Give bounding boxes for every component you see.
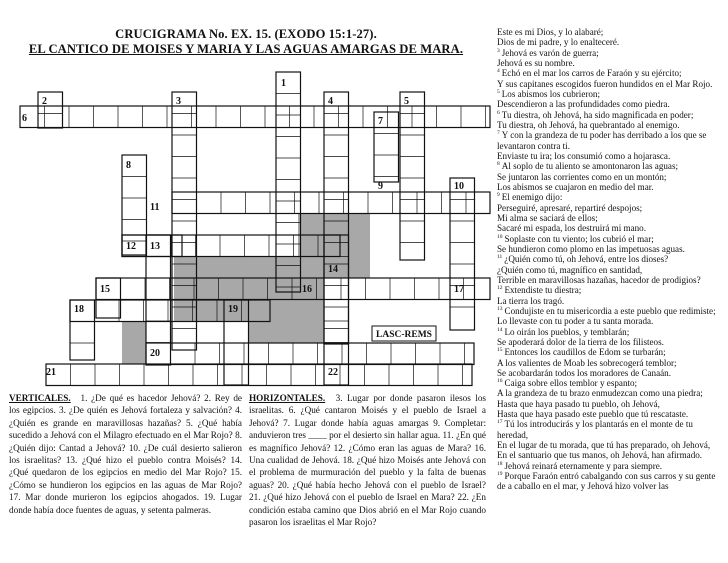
verse-number: 17 bbox=[497, 419, 503, 426]
verse-text: Se juntaron las corrientes como en un montón; bbox=[497, 171, 667, 182]
clue-number: 9 bbox=[378, 181, 383, 192]
clue-number: 14 bbox=[328, 264, 338, 275]
clue-number: 16 bbox=[302, 284, 312, 295]
verse-text: A la grandeza de tu brazo enmudezcan como una piedra; bbox=[497, 388, 703, 399]
verse-number: 13 bbox=[497, 305, 503, 312]
verse-text: Dios de mi padre, y lo enalteceré. bbox=[497, 37, 620, 48]
verse-line bbox=[497, 388, 725, 398]
verse-text: Lo oirán los pueblos, y temblarán; bbox=[504, 326, 630, 337]
verse-line bbox=[497, 440, 725, 450]
clue-number: 17 bbox=[454, 284, 464, 295]
verse-text: Tú los introducirás y los plantarás en el monte de tu heredad, bbox=[497, 419, 693, 440]
verse-text: Condujiste en tu misericordia a este pueblo que redimiste; bbox=[504, 305, 716, 316]
clue-number: 2 bbox=[42, 96, 47, 107]
verse-text: ¿Quién como tú, magnífico en santidad, bbox=[497, 264, 643, 275]
verse-line bbox=[497, 172, 725, 182]
verse-line bbox=[497, 265, 725, 275]
verse-text: A los valientes de Moab les sobrecogerá temblor; bbox=[497, 357, 677, 368]
verse-line bbox=[497, 275, 725, 285]
verse-text: Enviaste tu ira; los consumió como a hojarasca. bbox=[497, 150, 671, 161]
verse-line bbox=[497, 89, 725, 99]
verse-text: Porque Faraón entró cabalgando con sus carros y su gente de a caballo en el mar, y Jehová hizo volver las bbox=[497, 471, 716, 492]
verse-line bbox=[497, 347, 725, 357]
verse-line bbox=[497, 192, 725, 202]
verse-line bbox=[497, 285, 725, 295]
verse-text: Tu diestra, oh Jehová, ha sido magnificada en poder; bbox=[501, 109, 694, 120]
verse-text: Descendieron a las profundidades como piedra. bbox=[497, 99, 670, 110]
clue-number: 13 bbox=[150, 241, 160, 252]
verse-line bbox=[497, 409, 725, 419]
crossword-grid bbox=[0, 0, 492, 392]
verse-line bbox=[497, 378, 725, 388]
horizontal-heading: HORIZONTALES. bbox=[249, 393, 326, 403]
verse-text: Y sus capitanes escogidos fueron hundidos en el Mar Rojo. bbox=[497, 78, 713, 89]
clue-number: 22 bbox=[328, 367, 338, 378]
across-entry bbox=[20, 106, 490, 128]
shaded-block bbox=[174, 257, 298, 279]
verse-line bbox=[497, 58, 725, 68]
across-entry bbox=[172, 192, 490, 214]
clues-section bbox=[9, 392, 494, 560]
verse-line bbox=[497, 27, 725, 37]
verse-line bbox=[497, 419, 725, 440]
verse-line bbox=[497, 337, 725, 347]
verse-text: Mi alma se saciará de ellos; bbox=[497, 212, 598, 223]
verse-text: Se hundieron como plomo en las impetuosas aguas. bbox=[497, 243, 685, 254]
verse-number: 11 bbox=[497, 254, 503, 261]
verse-line bbox=[497, 130, 725, 151]
verse-text: Al soplo de tu aliento se amontonaron las aguas; bbox=[501, 161, 679, 172]
verse-line bbox=[497, 48, 725, 58]
verse-number: 8 bbox=[497, 161, 500, 168]
verse-text: Jehová es varón de guerra; bbox=[501, 47, 599, 58]
verse-number: 19 bbox=[497, 471, 503, 478]
verse-number: 10 bbox=[497, 233, 503, 240]
verse-line bbox=[497, 79, 725, 89]
horizontal-clue-text: 3. Lugar por donde pasaron ilesos los israelitas. 6. ¿Qué cantaron Moisés y el pueblo de Israel a Jehová? 7. Lugar donde había aguas amargas 9. Completar: anduvieron tres ____ por el desierto sin hallar agua. 11. ¿En qué es magnífico Jehová? 12. ¿Cómo eran las aguas de Mara? 16. Una cualidad de Jehová. 18. ¿Qué hizo Moisés ante Jehová con el problema de murmuración del pueblo y la falta de buenas aguas? 20. ¿Qué había hecho Jehová con el pueblo de Israel? 21. ¿Qué hizo Jehová con el pueblo de Israel en Mara? 22. ¿En condición estaba camino que Dios abrió en el Mar Rojo cuando pasaron los israelitas el Mar Rojo? bbox=[249, 393, 487, 528]
verse-line bbox=[497, 316, 725, 326]
clue-number: 1 bbox=[281, 78, 286, 89]
shaded-block bbox=[122, 321, 146, 364]
verse-line bbox=[497, 254, 725, 264]
verse-text: El enemigo dijo: bbox=[501, 192, 563, 203]
clue-number: 12 bbox=[126, 241, 136, 252]
clue-number: 21 bbox=[46, 367, 56, 378]
verse-line bbox=[497, 161, 725, 171]
verse-number: 15 bbox=[497, 347, 503, 354]
verse-text: Jehová reinará eternamente y para siempre. bbox=[504, 460, 663, 471]
verse-text: Caiga sobre ellos temblor y espanto; bbox=[504, 378, 638, 389]
clue-number: 7 bbox=[378, 116, 383, 127]
verse-line bbox=[497, 450, 725, 460]
clue-number: 15 bbox=[100, 284, 110, 295]
verse-text: La tierra los tragó. bbox=[497, 295, 565, 306]
verse-line bbox=[497, 120, 725, 130]
verse-number: 9 bbox=[497, 192, 500, 199]
verse-text: En el lugar de tu morada, que tú has preparado, oh Jehová, bbox=[497, 440, 711, 451]
verse-text: Y con la grandeza de tu poder has derribado a los que se levantaron contra ti. bbox=[497, 130, 707, 151]
clue-number: 3 bbox=[176, 96, 181, 107]
verse-text: Este es mi Dios, y lo alabaré; bbox=[497, 27, 604, 37]
verse-line bbox=[497, 213, 725, 223]
shaded-block bbox=[248, 321, 324, 343]
clue-number: 19 bbox=[228, 304, 238, 315]
verse-text: Entonces los caudillos de Edom se turbarán; bbox=[504, 347, 666, 358]
verse-number: 5 bbox=[497, 88, 500, 95]
verse-text: Se apoderará dolor de la tierra de los filisteos. bbox=[497, 336, 664, 347]
verse-line bbox=[497, 461, 725, 471]
verse-line bbox=[497, 223, 725, 233]
verse-text: Hasta que haya pasado tu pueblo, oh Jehová, bbox=[497, 398, 660, 409]
verse-line bbox=[497, 151, 725, 161]
verse-line bbox=[497, 234, 725, 244]
vertical-clue-text: 1. ¿De qué es hacedor Jehová? 2. Rey de los egipcios. 3. ¿De quién es Jehová fortaleza y salvación? 4. ¿Quién es grande en maravillosas hazañas? 5. ¿Qué había sucedido a Jehová con el Milagro efectuado en el Mar Rojo? 8. ¿Quién dijo: Cantad a Jehová? 10. ¿De cuál desierto salieron los israelitas? 13. ¿Qué hizo el pueblo contra Moisés? 14. ¿Qué quedaron de los egipcios en medio del Mar Rojo? 15. ¿Cómo se hundieron los egipcios en las aguas de Mar Rojo? 17. Mar donde murieron los egipcios ahogados. 19. Lugar donde había doce fuentes de aguas, y setenta palmeras. bbox=[9, 393, 242, 515]
verse-text: Los abismos se cuajaron en medio del mar. bbox=[497, 181, 654, 192]
verse-number: 6 bbox=[497, 109, 500, 116]
verse-line bbox=[497, 296, 725, 306]
verse-line bbox=[497, 306, 725, 316]
verse-text: Extendiste tu diestra; bbox=[504, 285, 582, 296]
horizontal-clues bbox=[249, 392, 486, 528]
across-entry bbox=[46, 364, 472, 386]
verse-line bbox=[497, 399, 725, 409]
verse-line bbox=[497, 37, 725, 47]
verse-line bbox=[497, 203, 725, 213]
verse-line bbox=[497, 368, 725, 378]
title-line-2: EL CANTICO DE MOISES Y MARIA Y LAS AGUAS AMARGAS DE MARA. bbox=[28, 42, 464, 56]
verse-text: ¿Quién como tú, oh Jehová, entre los dioses? bbox=[504, 254, 669, 265]
verse-number: 4 bbox=[497, 68, 500, 75]
verse-text: Perseguiré, apresaré, repartiré despojos; bbox=[497, 202, 643, 213]
verse-text: Soplaste con tu viento; los cubrió el mar; bbox=[504, 233, 654, 244]
verse-line bbox=[497, 327, 725, 337]
verse-text: Terrible en maravillosas hazañas, hacedor de prodigios? bbox=[497, 274, 701, 285]
vertical-heading: VERTICALES. bbox=[9, 393, 71, 403]
verse-text: Los abismos los cubrieron; bbox=[501, 88, 601, 99]
clue-number: 4 bbox=[328, 96, 333, 107]
scripture-text bbox=[497, 27, 725, 560]
verse-number: 16 bbox=[497, 378, 503, 385]
title-line-1: CRUCIGRAMA No. EX. 15. (EXODO 15:1-27). bbox=[115, 27, 377, 41]
verse-number: 3 bbox=[497, 47, 500, 54]
verse-line bbox=[497, 68, 725, 78]
verse-number: 18 bbox=[497, 460, 503, 467]
verse-text: Jehová es su nombre. bbox=[497, 57, 575, 68]
verse-line bbox=[497, 99, 725, 109]
clue-number: 20 bbox=[150, 348, 160, 359]
verse-line bbox=[497, 358, 725, 368]
watermark-label: LASC-REMS bbox=[376, 330, 432, 340]
verse-line bbox=[497, 471, 725, 492]
verse-line bbox=[497, 182, 725, 192]
verse-text: En el santuario que tus manos, oh Jehová, han afirmado. bbox=[497, 450, 703, 461]
verse-text: Tu diestra, oh Jehová, ha quebrantado al enemigo. bbox=[497, 119, 680, 130]
verse-number: 14 bbox=[497, 326, 503, 333]
vertical-clues bbox=[9, 392, 242, 516]
verse-text: Sacaré mi espada, los destruirá mi mano. bbox=[497, 223, 646, 234]
clue-number: 6 bbox=[22, 113, 27, 124]
clue-number: 11 bbox=[150, 202, 160, 213]
verse-number: 7 bbox=[497, 130, 500, 137]
verse-line bbox=[497, 244, 725, 254]
clue-number: 18 bbox=[74, 304, 84, 315]
verse-number: 12 bbox=[497, 285, 503, 292]
verse-text: Se acobardarán todos los moradores de Canaán. bbox=[497, 367, 671, 378]
verse-text: Echó en el mar los carros de Faraón y su ejército; bbox=[501, 68, 682, 79]
clue-number: 5 bbox=[404, 96, 409, 107]
clue-number: 8 bbox=[126, 160, 131, 171]
verse-text: Lo llevaste con tu poder a tu santa morada. bbox=[497, 316, 654, 327]
verse-line bbox=[497, 110, 725, 120]
clue-number: 10 bbox=[454, 181, 464, 192]
verse-text: Hasta que haya pasado este pueblo que tú rescataste. bbox=[497, 409, 689, 420]
